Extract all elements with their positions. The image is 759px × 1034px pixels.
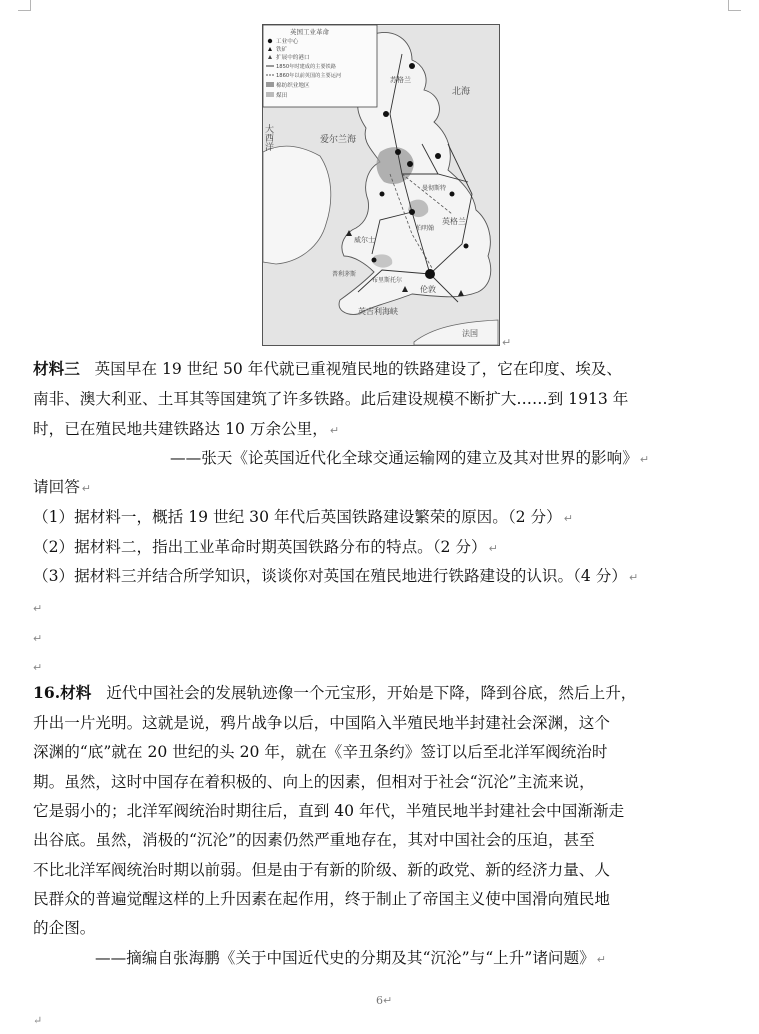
q16-line-7: 不比北洋军阀统治时期以前弱。但是由于有新的阶级、新的政党、新的经济力量、人 <box>33 861 610 879</box>
map-legend-item: 1860年以前英国的主要运河 <box>276 73 342 79</box>
q16-line-9: 的企图。 <box>33 919 96 937</box>
q16-line-5: 它是弱小的；北洋军阀统治时期往后，直到 40 年代，半殖民地半封建社会中国渐渐走 <box>33 802 625 820</box>
britain-industrial-revolution-map <box>262 24 500 346</box>
paragraph-mark: ↵ <box>502 336 512 349</box>
map-label-birmingham: 伯明翰 <box>416 225 435 232</box>
question-2: （2）据材料二，指出工业革命时期英国铁路分布的特点。（2 分） ↵ <box>33 538 498 556</box>
q16-source: ——摘编自张海鹏《关于中国近代史的分期及其“沉沦”与“上升”诸问题》 ↵ <box>95 949 606 967</box>
blank-line: ↵ <box>33 602 43 615</box>
material3-line-1: 材料三 英国早在 19 世纪 50 年代就已重视殖民地的铁路建设了，它在印度、埃及、 <box>33 359 622 378</box>
material3-line-2: 南非、澳大利亚、土耳其等国建筑了许多铁路。此后建设规模不断扩大……到 1913 年 <box>33 390 629 408</box>
crop-mark-left <box>18 0 31 11</box>
q16-line-8: 民群众的普遍觉醒这样的上升因素在起作用，终于制止了帝国主义使中国滑向殖民地 <box>33 890 610 908</box>
map-legend-item: 棉纺织业地区 <box>276 83 310 89</box>
blank-line: ↵ <box>33 632 43 645</box>
material3-line-3: 时，已在殖民地共建铁路达 10 万余公里， ↵ <box>33 420 340 438</box>
map-label-channel: 英吉利海峡 <box>358 307 398 316</box>
map-label-north-sea: 北海 <box>452 87 471 97</box>
map-legend-title: 英国工业革命 <box>290 28 329 36</box>
map-legend-item: 铁矿 <box>276 47 288 53</box>
q16-label: 16.材料 <box>33 683 92 702</box>
answer-prompt: 请回答 ↵ <box>33 478 92 496</box>
final-paragraph-mark: ↵ <box>33 1014 43 1027</box>
map-label-plymouth: 普利茅斯 <box>332 271 357 278</box>
map-label-atlantic: 大西洋 <box>263 124 273 151</box>
q16-line-3: 深渊的“底”就在 20 世纪的头 20 年，就在《辛丑条约》签订以后至北洋军阀统治时 <box>33 743 608 761</box>
blank-line: ↵ <box>33 661 43 674</box>
q16-line-6: 出谷底。虽然，消极的“沉沦”的因素仍然严重地存在，其对中国社会的压迫，甚至 <box>33 831 595 849</box>
map-legend-item: 扩展中的港口 <box>276 55 310 61</box>
q16-line-2: 升出一片光明。这就是说，鸦片战争以后，中国陷入半殖民地半封建社会深渊，这个 <box>33 714 610 732</box>
map-legend-item: 煤田 <box>276 93 288 99</box>
map-label-england: 英格兰 <box>442 217 466 226</box>
map-label-france: 法国 <box>462 329 478 338</box>
map-label-wales: 威尔士 <box>354 236 375 244</box>
q16-line-4: 期。虽然，这时中国存在着积极的、向上的因素，但相对于社会“沉沦”主流来说， <box>33 773 595 791</box>
map-label-irish-sea: 爱尔兰海 <box>320 135 357 145</box>
map-legend-item: 工业中心 <box>276 39 299 45</box>
material3-label: 材料三 <box>33 359 80 378</box>
map-label-manchester: 曼彻斯特 <box>422 185 447 192</box>
question-1: （1）据材料一，概括 19 世纪 30 年代后英国铁路建设繁荣的原因。（2 分） ↵ <box>33 508 573 526</box>
page-number: 6↵ <box>376 994 393 1007</box>
map-legend-item: 1850年时建成的主要铁路 <box>276 64 336 70</box>
map-label-bristol: 布里斯托尔 <box>372 277 403 284</box>
question-3: （3）据材料三并结合所学知识，谈谈你对英国在殖民地进行铁路建设的认识。（4 分） ↵ <box>33 567 639 585</box>
q16-line-1: 16.材料 近代中国社会的发展轨迹像一个元宝形，开始是下降，降到谷底，然后上升， <box>33 683 637 702</box>
material3-source: ——张天《论英国近代化全球交通运输网的建立及其对世界的影响》 ↵ <box>170 449 650 467</box>
map-label-scotland: 苏格兰 <box>390 76 411 84</box>
map-label-london: 伦敦 <box>420 285 436 294</box>
crop-mark-right <box>728 0 741 11</box>
